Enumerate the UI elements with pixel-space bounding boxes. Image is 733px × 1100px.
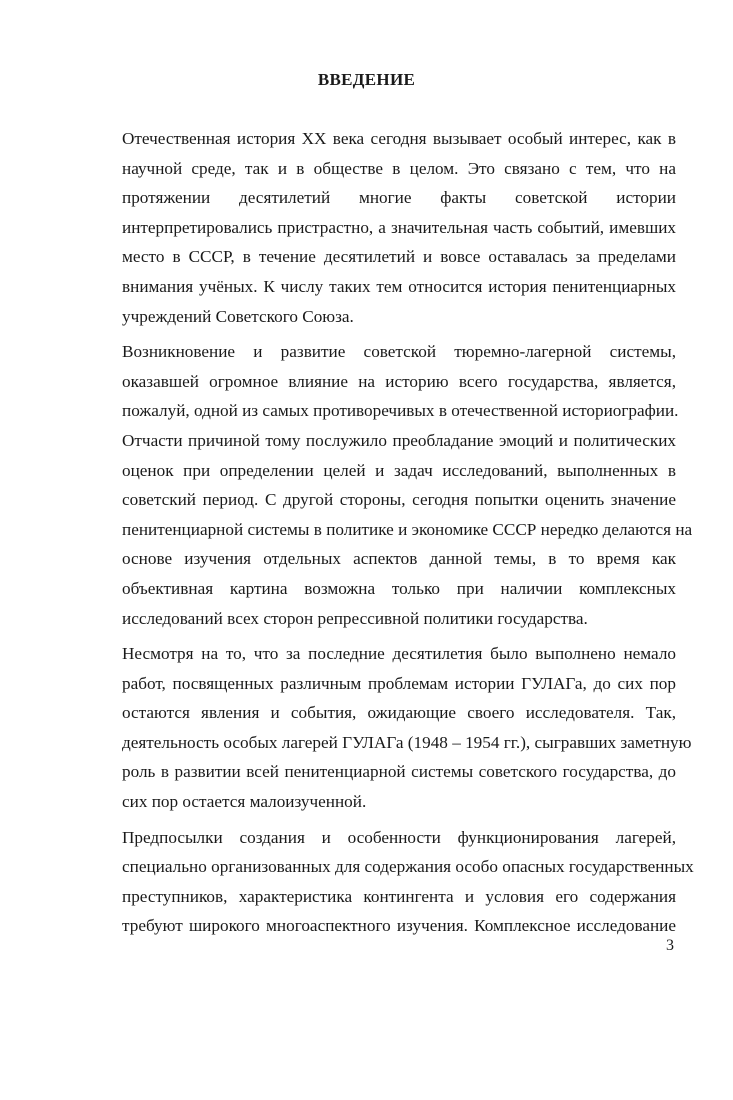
text-line: Возникновение и развитие советской тюремно-лагерной системы, <box>122 342 676 362</box>
paragraph <box>99 124 676 331</box>
text-line: требуют широкого многоаспектного изучения. Комплексное исследование <box>122 916 676 936</box>
text-line: основе изучения отдельных аспектов данной темы, в то время как <box>122 549 676 569</box>
text-line: сих пор остается малоизученной. <box>122 792 367 812</box>
text-line: протяжении десятилетий многие факты советской истории <box>122 188 676 208</box>
text-line: Несмотря на то, что за последние десятилетия было выполнено немало <box>122 644 676 664</box>
text-line: Отчасти причиной тому послужило преобладание эмоций и политических <box>122 430 676 450</box>
text-line: объективная картина возможна только при наличии комплексных <box>122 578 676 598</box>
text-line: место в СССР, в течение десятилетий и вовсе оставалась за пределами <box>122 247 676 267</box>
text-line: деятельность особых лагерей ГУЛАГа (1948 – 1954 гг.), сыгравших заметную <box>122 732 692 752</box>
text-line: внимания учёных. К числу таких тем относится история пенитенциарных <box>122 276 676 296</box>
text-line: исследований всех сторон репрессивной политики государства. <box>122 608 588 628</box>
paragraph <box>99 823 694 941</box>
text-line: оценок при определении целей и задач исследований, выполненных в <box>122 460 676 480</box>
paragraph <box>99 337 693 633</box>
text-line: работ, посвященных различным проблемам истории ГУЛАГа, до сих пор <box>122 673 676 693</box>
text-line: роль в развитии всей пенитенциарной системы советского государства, до <box>122 762 676 782</box>
text-line: остаются явления и события, ожидающие своего исследователя. Так, <box>122 703 676 723</box>
page-number: 3 <box>666 937 674 954</box>
text-line: научной среде, так и в обществе в целом. Это связано с тем, что на <box>122 158 676 178</box>
body-text <box>99 124 694 941</box>
paragraph <box>99 639 692 817</box>
page-title: ВВЕДЕНИЕ <box>317 70 416 89</box>
text-line: Предпосылки создания и особенности функционирования лагерей, <box>122 827 676 847</box>
text-line: советский период. С другой стороны, сегодня попытки оценить значение <box>122 490 676 510</box>
text-line: пожалуй, одной из самых противоречивых в отечественной историографии. <box>122 401 679 421</box>
text-line: Отечественная история XX века сегодня вызывает особый интерес, как в <box>122 129 676 148</box>
text-line: пенитенциарной системы в политике и экономике СССР нередко делаются на <box>122 519 693 539</box>
text-line: преступников, характеристика контингента и условия его содержания <box>122 886 676 906</box>
text-line: интерпретировались пристрастно, а значительная часть событий, имевших <box>122 217 676 237</box>
text-line: оказавшей огромное влияние на историю всего государства, является, <box>122 371 676 391</box>
text-line: специально организованных для содержания особо опасных государственных <box>122 857 694 877</box>
text-line: учреждений Советского Союза. <box>122 306 354 326</box>
